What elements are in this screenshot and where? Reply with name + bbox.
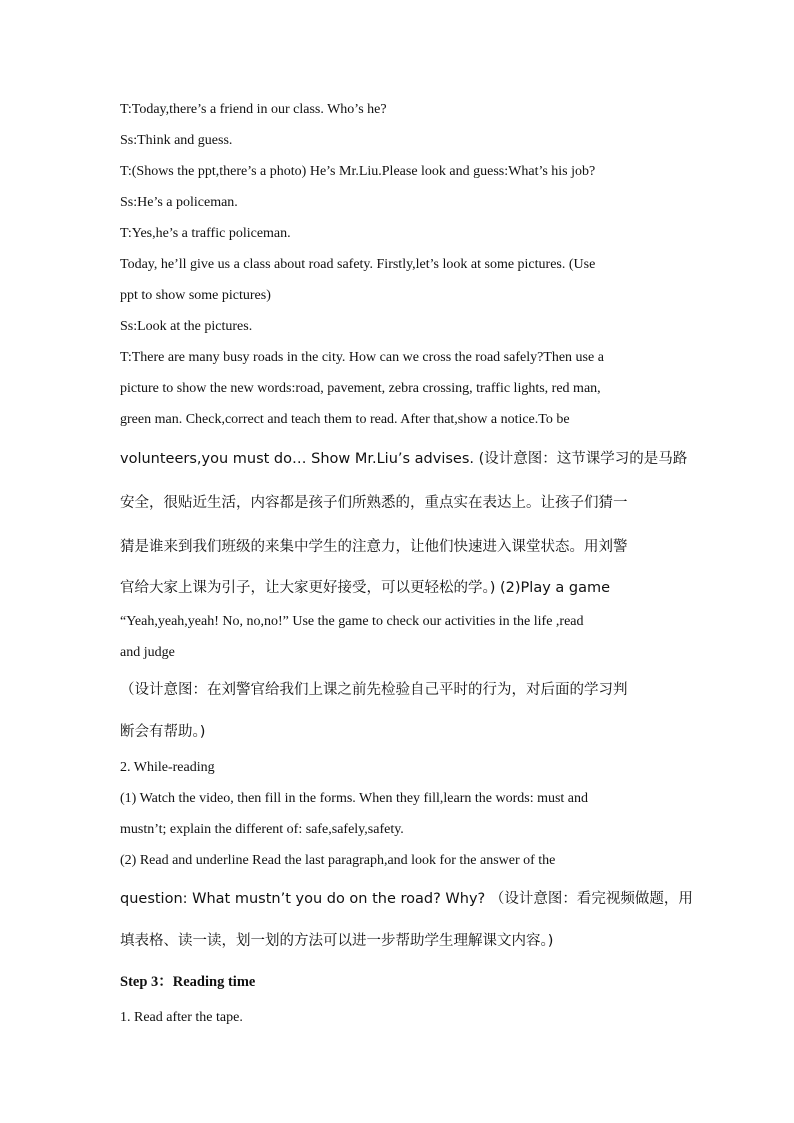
text-line: 安全，很贴近生活，内容都是孩子们所熟悉的，重点实在表达上。让孩子们猜一 xyxy=(120,495,628,511)
text-line: T:Yes,he’s a traffic policeman. xyxy=(120,226,291,241)
text-line: volunteers,you must do… Show Mr.Liu’s advises. (设计意图：这节课学习的是马路 xyxy=(120,451,688,467)
text-line: (2) Read and underline Read the last paragraph,and look for the answer of the xyxy=(120,853,556,868)
text-line: 1. Read after the tape. xyxy=(120,1010,243,1025)
text-line: green man. Check,correct and teach them to read. After that,show a notice.To be xyxy=(120,412,570,427)
text-line: 填表格、读一读，划一划的方法可以进一步帮助学生理解课文内容。) xyxy=(120,933,554,949)
text-line: “Yeah,yeah,yeah! No, no,no!” Use the game to check our activities in the life ,read xyxy=(120,614,584,629)
text-line: ppt to show some pictures) xyxy=(120,288,271,303)
text-line: T:(Shows the ppt,there’s a photo) He’s Mr.Liu.Please look and guess:What’s his job? xyxy=(120,164,596,179)
text-line: （设计意图：在刘警官给我们上课之前先检验自己平时的行为，对后面的学习判 xyxy=(120,682,628,698)
text-line: mustn’t; explain the different of: safe,safely,safety. xyxy=(120,822,404,837)
text-line: 官给大家上课为引子，让大家更好接受，可以更轻松的学。) (2)Play a game xyxy=(120,580,611,596)
text-line: T:There are many busy roads in the city. How can we cross the road safely?Then use a xyxy=(120,350,604,365)
text-line: and judge xyxy=(120,645,175,660)
text-line: Ss:He’s a policeman. xyxy=(120,195,238,210)
text-line: 猜是谁来到我们班级的来集中学生的注意力，让他们快速进入课堂状态。用刘警 xyxy=(120,539,628,555)
text-line: question: What mustn’t you do on the road? Why? （设计意图：看完视频做题，用 xyxy=(120,891,693,907)
text-line: Ss:Look at the pictures. xyxy=(120,319,253,334)
text-line: picture to show the new words:road, pavement, zebra crossing, traffic lights, red man, xyxy=(120,381,601,396)
text-line: T:Today,there’s a friend in our class. Who’s he? xyxy=(120,102,387,117)
text-line: Today, he’ll give us a class about road safety. Firstly,let’s look at some pictures. (Use xyxy=(120,257,596,272)
section-heading: Step 3：Reading time xyxy=(120,974,256,990)
text-line: Ss:Think and guess. xyxy=(120,133,233,148)
text-line: 2. While-reading xyxy=(120,760,215,775)
text-line: (1) Watch the video, then fill in the forms. When they fill,learn the words: must and xyxy=(120,791,589,806)
text-line: 断会有帮助。) xyxy=(120,724,206,740)
